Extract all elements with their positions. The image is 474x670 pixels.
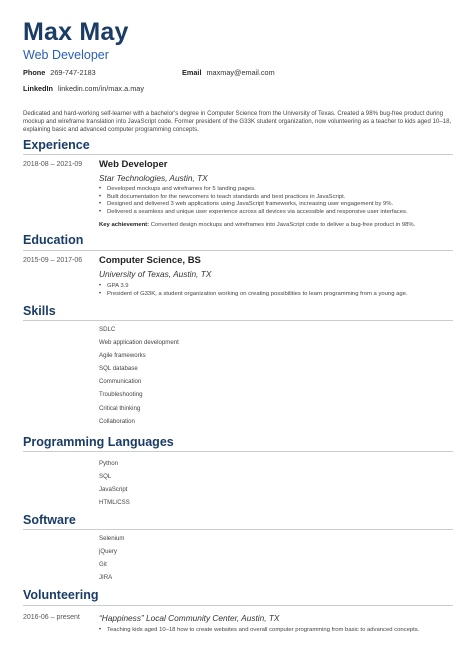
list-item: Python bbox=[99, 460, 118, 467]
volunteer-organization: “Happiness” Local Community Center, Austin, TX bbox=[99, 613, 280, 623]
experience-heading: Experience bbox=[23, 138, 90, 152]
languages-divider bbox=[23, 451, 453, 452]
experience-dates: 2018-08 – 2021-09 bbox=[23, 161, 83, 168]
linkedin-value[interactable]: linkedin.com/in/max.a.may bbox=[58, 84, 144, 93]
list-item: Selenium bbox=[99, 535, 125, 542]
experience-bullets bbox=[99, 186, 453, 216]
list-item: • Designed and delivered 3 web applications using JavaScript frameworks, increasing user engagement by 9%. bbox=[99, 201, 453, 209]
skills-heading: Skills bbox=[23, 304, 56, 318]
list-item: Communication bbox=[99, 378, 142, 386]
experience-divider bbox=[23, 154, 453, 155]
phone-line bbox=[23, 68, 96, 77]
degree-title: Computer Science, BS bbox=[99, 255, 201, 266]
list-item: Critical thinking bbox=[99, 404, 141, 412]
list-item: Git bbox=[99, 561, 107, 569]
phone-value: 269-747-2183 bbox=[50, 68, 96, 77]
summary-paragraph: Dedicated and hard-working self-learner with a bachelor's degree in Computer Science from the University of Texas. Created a 98% bug-free product during mockup and wireframe translation into JavaScript code. Former president of the G33K student organization, now volunteering as a teacher to kids aged 10–18, explaining basic and advanced computer programming concepts. bbox=[23, 110, 452, 134]
key-achievement-label: Key achievement: bbox=[99, 222, 150, 228]
list-item: • Delivered a seamless and unique user experience across all devices via accessible and responsive user interfaces. bbox=[99, 209, 453, 217]
list-item: • Teaching kids aged 10–18 how to create websites and overall computer programming from basic to advanced concepts. bbox=[99, 627, 453, 635]
key-achievement-text: Converted design mockups and wireframes into JavaScript code to deliver a bug-free product in 98%. bbox=[149, 222, 416, 228]
volunteering-divider bbox=[23, 605, 453, 606]
education-heading: Education bbox=[23, 233, 84, 247]
list-item: • Developed mockups and wireframes for 5 landing pages. bbox=[99, 186, 453, 194]
list-item: SQL database bbox=[99, 365, 138, 373]
list-item: Web application development bbox=[99, 339, 179, 347]
skills-divider bbox=[23, 320, 453, 321]
candidate-title: Web Developer bbox=[23, 48, 109, 62]
volunteering-dates: 2016-06 – present bbox=[23, 614, 80, 621]
school-name: University of Texas, Austin, TX bbox=[99, 269, 212, 279]
software-list bbox=[99, 535, 124, 587]
list-item: • President of G33K, a student organization working on creating possibilities to learn programming from a young age. bbox=[99, 291, 453, 299]
volunteering-heading: Volunteering bbox=[23, 588, 99, 602]
list-item: HTML/CSS bbox=[99, 499, 130, 507]
job-title: Web Developer bbox=[99, 159, 168, 170]
volunteering-bullets bbox=[99, 627, 453, 635]
key-achievement bbox=[99, 222, 415, 228]
education-bullets bbox=[99, 283, 453, 298]
candidate-name: Max May bbox=[23, 18, 129, 46]
list-item: SQL bbox=[99, 473, 112, 481]
languages-list bbox=[99, 460, 130, 512]
education-dates: 2015-09 – 2017-06 bbox=[23, 257, 83, 264]
education-divider bbox=[23, 250, 453, 251]
list-item: JIRA bbox=[99, 574, 113, 582]
email-value: maxmay@email.com bbox=[206, 68, 275, 77]
list-item: SDLC bbox=[99, 326, 116, 333]
list-item: • GPA 3.9 bbox=[99, 283, 453, 291]
email-line bbox=[182, 68, 275, 77]
phone-label: Phone bbox=[23, 68, 46, 77]
list-item: • Built documentation for the newcomers to teach standards and best practices in JavaScript. bbox=[99, 194, 453, 202]
list-item: jQuery bbox=[99, 548, 117, 556]
linkedin-line bbox=[23, 84, 144, 93]
software-divider bbox=[23, 529, 453, 530]
software-heading: Software bbox=[23, 513, 76, 527]
list-item: JavaScript bbox=[99, 486, 128, 494]
skills-list bbox=[99, 326, 179, 431]
languages-heading: Programming Languages bbox=[23, 435, 174, 449]
employer-name: Star Technologies, Austin, TX bbox=[99, 173, 208, 183]
list-item: Collaboration bbox=[99, 417, 135, 425]
list-item: Agile frameworks bbox=[99, 352, 146, 360]
list-item: Troubleshooting bbox=[99, 391, 143, 399]
linkedin-label: LinkedIn bbox=[23, 84, 53, 93]
email-label: Email bbox=[182, 68, 202, 77]
